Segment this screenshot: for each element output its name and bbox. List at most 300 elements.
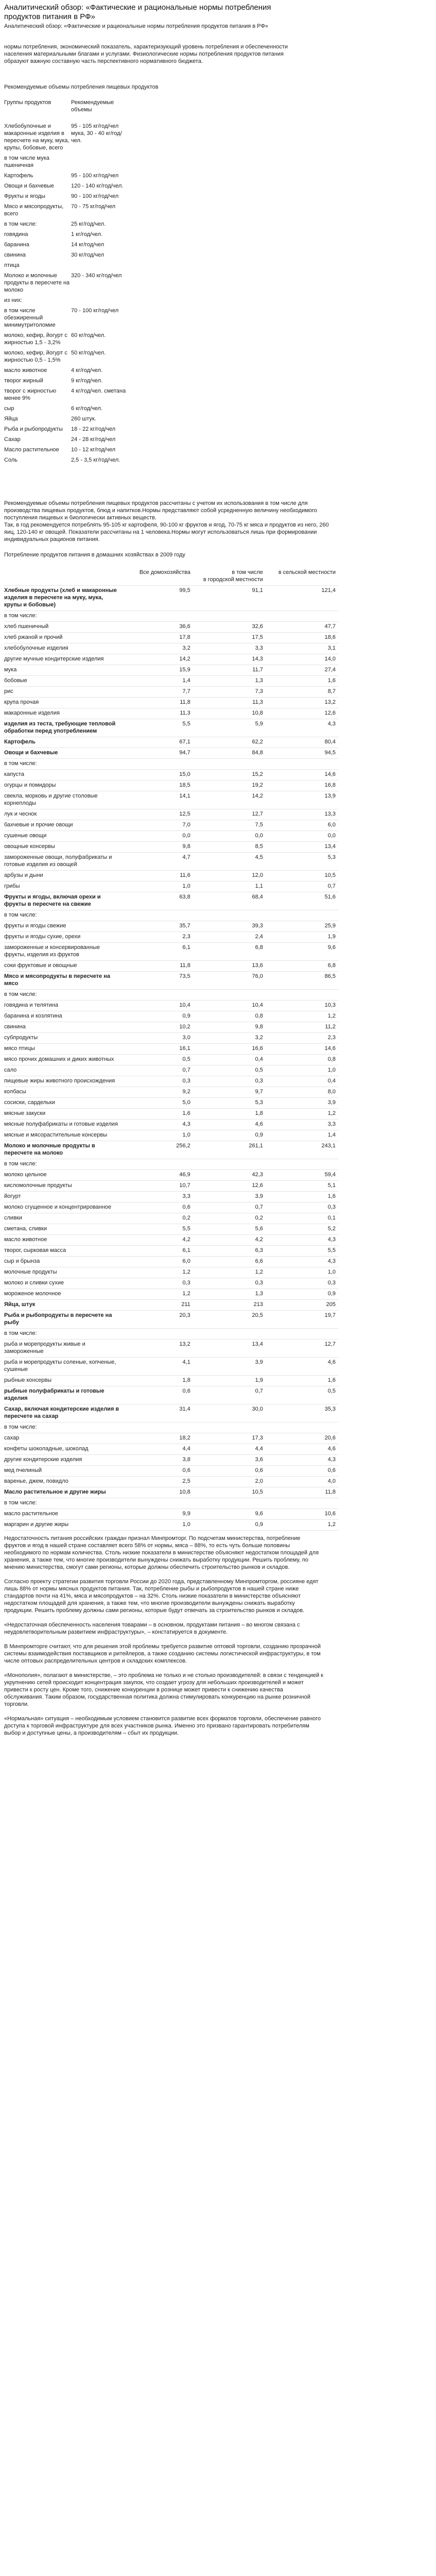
row-rural: 35,3	[266, 1404, 339, 1422]
row-urban: 76,0	[194, 972, 266, 990]
row-all: 4,3	[121, 1120, 194, 1130]
norms-group-name: Молоко и молочные продукты в пересчете на молоко	[4, 273, 70, 293]
table-row	[4, 633, 339, 643]
norms-body	[4, 123, 424, 464]
row-label: Яйца, штук	[4, 1300, 121, 1311]
table-row	[4, 1224, 339, 1235]
table-row	[4, 961, 339, 972]
table-row	[4, 1278, 339, 1289]
table-row	[4, 1487, 339, 1498]
row-rural: 47,7	[266, 622, 339, 633]
row-all: 35,7	[121, 921, 194, 932]
table-row	[4, 622, 339, 633]
row-label: сахар	[4, 1433, 121, 1444]
row-all: 1,0	[121, 882, 194, 892]
row-urban: 12,7	[194, 809, 266, 820]
row-all: 1,4	[121, 676, 194, 687]
row-urban: 0,2	[194, 1213, 266, 1224]
row-label: Рыба и рыбопродукты в пересчете на рыбу	[4, 1311, 121, 1329]
row-rural	[266, 910, 339, 921]
row-urban: 6,8	[194, 943, 266, 961]
row-label: мука	[4, 665, 121, 676]
row-urban: 2,0	[194, 1477, 266, 1487]
row-label: Хлебные продукты (хлеб и макаронные изделия в пересчете на муку, мука, крупы и бобовые)	[4, 586, 121, 611]
row-urban: 0,9	[194, 1130, 266, 1141]
row-all: 11,6	[121, 871, 194, 882]
page-subtitle: Аналитический обзор: «Фактические и рациональные нормы потребления продуктов питания в РФ»	[4, 23, 269, 29]
row-rural: 18,6	[266, 633, 339, 643]
norms-row	[4, 307, 424, 329]
row-all: 17,8	[121, 633, 194, 643]
norms-row	[4, 405, 424, 412]
row-label: творог, сырковая масса	[4, 1246, 121, 1257]
norms-row	[4, 231, 424, 238]
table-row	[4, 1376, 339, 1386]
norms-row	[4, 415, 424, 422]
row-all: 1,0	[121, 1130, 194, 1141]
table-row	[4, 1033, 339, 1044]
row-urban: 62,2	[194, 737, 266, 748]
table-row	[4, 1011, 339, 1022]
row-all: 14,1	[121, 791, 194, 809]
row-label: мороженое молочное	[4, 1289, 121, 1300]
norms-group-value: 4 кг/год/чел.	[71, 367, 103, 374]
row-urban: 12,6	[194, 1181, 266, 1192]
table-row	[4, 586, 339, 611]
intro-paragraph: нормы потребления, экономический показатель, характеризующий уровень потребления и обеспеченности населения материальными благами и услугами. Физиологические нормы потребления продуктов питания образуют важную составную часть перспективного нормативного бюджета.	[4, 44, 288, 64]
row-rural: 5,5	[266, 1246, 339, 1257]
row-label: маргарин и другие жиры	[4, 1520, 121, 1531]
row-all: 9,2	[121, 1087, 194, 1098]
row-all: 67,1	[121, 737, 194, 748]
norms-group-value: 70 - 75 кг/год/чел	[71, 204, 116, 210]
norms-group-name: молоко, кефир, йогурт с жирностью 0,5 - 1,5%	[4, 350, 67, 363]
explanation-paragraph: Рекомендуемые объемы потребления пищевых продуктов рассчитаны с учетом их использования в том числе для производства пищевых продуктов, блюд и напитков.Нормы представляют собой усредненную величину необходимого поступления пищевых и биологически активных веществ. Так, в год рекомендуется потреблять 95-105 кг картофеля, 90-100 кг фруктов и ягод, 70-75 кг мяса и продуктов из него, 260 яиц, 120-140 кг овощей. Показатели рассчитаны на 1 человека.Нормы могут использоваться лишь при формировании индивидуальных рационов питания.	[4, 500, 329, 543]
row-rural	[266, 611, 339, 622]
row-rural: 8,7	[266, 687, 339, 698]
row-all: 10,4	[121, 1001, 194, 1011]
row-all: 0,9	[121, 1011, 194, 1022]
row-all: 11,3	[121, 708, 194, 719]
row-urban: 10,8	[194, 708, 266, 719]
norms-group-value: 120 - 140 кг/год/чел.	[71, 183, 124, 189]
row-rural: 19,7	[266, 1311, 339, 1329]
row-all: 9,8	[121, 842, 194, 853]
row-urban	[194, 1159, 266, 1170]
norms-row	[4, 367, 424, 374]
table-row	[4, 1076, 339, 1087]
row-label: кисломолочные продукты	[4, 1181, 121, 1192]
row-rural: 0,4	[266, 1076, 339, 1087]
row-urban: 4,5	[194, 853, 266, 871]
norms-row	[4, 332, 424, 346]
norms-row	[4, 172, 424, 179]
table-row	[4, 1477, 339, 1487]
norms-row	[4, 436, 424, 443]
norms-row	[4, 426, 424, 433]
row-rural: 4,3	[266, 1235, 339, 1246]
row-urban: 3,9	[194, 1192, 266, 1202]
row-urban: 39,3	[194, 921, 266, 932]
norms-group-name: говядина	[4, 231, 28, 238]
row-label: мед пчелиный	[4, 1466, 121, 1477]
row-label: мясные и мясорастительные консервы	[4, 1130, 121, 1141]
table-row	[4, 1202, 339, 1213]
table-row	[4, 1130, 339, 1141]
row-rural	[266, 759, 339, 770]
row-rural: 5,1	[266, 1181, 339, 1192]
row-all: 0,6	[121, 1466, 194, 1477]
row-label: хлеб пшеничный	[4, 622, 121, 633]
row-rural: 5,3	[266, 853, 339, 871]
row-label: грибы	[4, 882, 121, 892]
row-rural: 13,4	[266, 842, 339, 853]
norms-group-name: Фрукты и ягоды	[4, 193, 45, 199]
row-label: сливки	[4, 1213, 121, 1224]
row-label: соки фруктовые и овощные	[4, 961, 121, 972]
norms-group-name: Яйца	[4, 416, 18, 422]
row-all: 73,5	[121, 972, 194, 990]
row-urban: 1,2	[194, 1267, 266, 1278]
row-rural: 9,6	[266, 943, 339, 961]
row-rural: 6,8	[266, 961, 339, 972]
table-row	[4, 1311, 339, 1329]
row-all: 1,2	[121, 1267, 194, 1278]
row-label: макаронные изделия	[4, 708, 121, 719]
row-all: 1,2	[121, 1289, 194, 1300]
norms-group-value: 18 - 22 кг/год/чел	[71, 426, 116, 432]
table-row	[4, 1235, 339, 1246]
table-row	[4, 698, 339, 708]
row-rural: 12,6	[266, 708, 339, 719]
row-label: субпродукты	[4, 1033, 121, 1044]
row-urban: 68,4	[194, 892, 266, 910]
row-rural: 10,6	[266, 1509, 339, 1520]
row-label: Картофель	[4, 737, 121, 748]
row-urban: 0,3	[194, 1076, 266, 1087]
row-rural: 205	[266, 1300, 339, 1311]
norms-group-value: 95 - 100 кг/год/чел	[71, 173, 119, 179]
row-urban: 0,0	[194, 831, 266, 842]
row-urban: 17,3	[194, 1433, 266, 1444]
outro-paragraph: В Минпромторге считают, что для решения этой проблемы требуется развитие оптовой торговли, созданию прозрачной системы взаимодействия поставщиков и ритейлеров, а также созданию системы логистической инфраструктуры, в том числе оптовых распределительных центров и складских комплексов.	[4, 1643, 321, 1664]
row-rural: 243,1	[266, 1141, 339, 1159]
row-urban: 5,6	[194, 1224, 266, 1235]
table-row	[4, 842, 339, 853]
norms-row	[4, 221, 424, 228]
row-label: сало	[4, 1065, 121, 1076]
row-label: в том числе:	[4, 910, 121, 921]
row-label: рыба и морепродукты соленые, копченые, сушеные	[4, 1358, 121, 1376]
row-urban: 6,6	[194, 1257, 266, 1267]
row-rural: 0,7	[266, 882, 339, 892]
row-all: 2,3	[121, 932, 194, 943]
norms-row	[4, 456, 424, 464]
norms-group-name: в том числе мука пшеничная	[4, 155, 49, 168]
row-urban: 10,4	[194, 1001, 266, 1011]
table-row	[4, 654, 339, 665]
table-row	[4, 1170, 339, 1181]
row-urban: 4,2	[194, 1235, 266, 1246]
norms-header-volume: Рекомендуемые объемы	[71, 99, 114, 113]
row-label: бахчевые и прочие овощи	[4, 820, 121, 831]
row-label: в том числе:	[4, 1329, 121, 1340]
row-all: 4,7	[121, 853, 194, 871]
row-all: 3,0	[121, 1033, 194, 1044]
outro-paragraph: «Недостаточная обеспеченность населения товарами – в основном, продуктами питания – во многом связана с неудовлетворительным развитием инфраструктуры», – констатируется в документе.	[4, 1622, 300, 1635]
row-all: 0,7	[121, 1065, 194, 1076]
row-label: масло растительное	[4, 1509, 121, 1520]
row-label: масло животное	[4, 1235, 121, 1246]
row-all: 4,1	[121, 1358, 194, 1376]
row-all: 15,9	[121, 665, 194, 676]
row-label: Овощи и бахчевые	[4, 748, 121, 759]
row-rural: 4,3	[266, 1257, 339, 1267]
row-label: свекла, морковь и другие столовые корнеплоды	[4, 791, 121, 809]
row-rural: 59,4	[266, 1170, 339, 1181]
table-row	[4, 1159, 339, 1170]
row-label: рис	[4, 687, 121, 698]
row-urban: 9,6	[194, 1509, 266, 1520]
row-urban: 20,5	[194, 1311, 266, 1329]
table-row	[4, 1246, 339, 1257]
row-label: крупа прочая	[4, 698, 121, 708]
row-urban: 19,2	[194, 781, 266, 791]
row-rural: 12,7	[266, 1340, 339, 1358]
norms-row	[4, 155, 424, 169]
row-rural: 1,0	[266, 1065, 339, 1076]
table-row	[4, 1109, 339, 1120]
row-rural: 4,0	[266, 1477, 339, 1487]
row-all: 11,8	[121, 698, 194, 708]
outro-paragraph: Согласно проекту стратегии развития торговли России до 2020 года, представленному Минпромторгом, россияне едят лишь 88% от нормы мясных продуктов питания. Так, потребление рыбы и рыбопродуктов в нашей стране ниже стандартов почти на 41%, мяса и мясопродуктов – на 32%. Столь низкие показатели в министерстве объясняют недостатком площадей для хранения, а также тем, что многие производители вынуждены снижать выработку продукции. Решить проблему должны сами регионы, которые будут отвечать за строительство рынков и складов.	[4, 1579, 319, 1614]
row-all	[121, 611, 194, 622]
row-label: рыбные полуфабрикаты и готовые изделия	[4, 1386, 121, 1404]
row-rural: 14,6	[266, 1044, 339, 1055]
table-row	[4, 1181, 339, 1192]
table-row	[4, 1055, 339, 1065]
row-label: Фрукты и ягоды, включая орехи и фрукты в пересчете на свежие	[4, 892, 121, 910]
table-row	[4, 809, 339, 820]
row-rural: 1,6	[266, 1192, 339, 1202]
norms-group-name: Хлебобулочные и макаронные изделия в пересчете на муку, мука, крупы, бобовые, всего	[4, 123, 69, 151]
row-all: 94,7	[121, 748, 194, 759]
table-row	[4, 748, 339, 759]
table-row	[4, 1098, 339, 1109]
row-rural: 16,8	[266, 781, 339, 791]
row-label: молочные продукты	[4, 1267, 121, 1278]
row-all: 5,0	[121, 1098, 194, 1109]
row-all: 4,2	[121, 1235, 194, 1246]
table-row	[4, 972, 339, 990]
table-row	[4, 1444, 339, 1455]
table-row	[4, 1065, 339, 1076]
norms-header	[4, 99, 424, 113]
header-urban: в том числе в городской местности	[194, 568, 266, 586]
row-all: 46,9	[121, 1170, 194, 1181]
norms-title: Рекомендуемые объемы потребления пищевых продуктов	[4, 84, 159, 90]
norms-row	[4, 262, 424, 269]
row-all: 0,6	[121, 1386, 194, 1404]
row-rural: 1,2	[266, 1520, 339, 1531]
row-urban: 3,2	[194, 1033, 266, 1044]
norms-row	[4, 193, 424, 200]
row-all: 5,5	[121, 1224, 194, 1235]
row-urban: 0,6	[194, 1466, 266, 1477]
row-rural: 1,6	[266, 1376, 339, 1386]
row-rural: 1,4	[266, 1130, 339, 1141]
norms-group-value: 260 штук.	[71, 416, 96, 422]
row-urban: 5,3	[194, 1098, 266, 1109]
row-label: овощные консервы	[4, 842, 121, 853]
norms-group-value: 6 кг/год/чел.	[71, 405, 103, 412]
row-all: 0,3	[121, 1076, 194, 1087]
table-row	[4, 1257, 339, 1267]
row-all: 6,1	[121, 1246, 194, 1257]
row-urban: 0,3	[194, 1278, 266, 1289]
row-rural: 3,1	[266, 643, 339, 654]
row-label: хлеб ржаной и прочий	[4, 633, 121, 643]
row-all	[121, 1498, 194, 1509]
norms-group-value: 1 кг/год/чел.	[71, 231, 103, 238]
outro-paragraph: «Нормальная» ситуация – необходимым условием становится развитие всех форматов торговли, обеспечение равного доступа к торговой инфраструктуре для всех участников рынка. Именно это призвано гарантировать потребителям выбор и доступные цены, а производителям – сбыт их продукции.	[4, 1716, 321, 1736]
row-urban	[194, 1329, 266, 1340]
norms-group-value: 4 кг/год/чел. сметана	[71, 388, 126, 394]
row-label: в том числе:	[4, 611, 121, 622]
row-rural: 13,9	[266, 791, 339, 809]
table-row	[4, 1404, 339, 1422]
row-all: 63,8	[121, 892, 194, 910]
row-rural: 86,5	[266, 972, 339, 990]
row-label: конфеты шоколадные, шоколад	[4, 1444, 121, 1455]
outro-paragraph: «Монополия», полагают в министерстве, – это проблема не только и не столько производителей: в связи с тенденцией к укрупнению сетей происходит концентрация закупок, что создает угрозу для небольших производителей и может привести к росту цен. Кроме того, снижение конкуренции в рознице может привести к снижению качества обслуживания. Таким образом, государственная политика должна стимулировать конкуренцию на рынке розничной торговли.	[4, 1672, 323, 1707]
norms-group-value	[71, 297, 128, 304]
consumption-table-header	[4, 568, 339, 586]
norms-group-name: творог жирный	[4, 378, 43, 384]
table-row	[4, 676, 339, 687]
row-rural: 4,6	[266, 1444, 339, 1455]
norms-group-value: 90 - 100 кг/год/чел	[71, 193, 119, 199]
row-all	[121, 1329, 194, 1340]
row-urban: 11,7	[194, 665, 266, 676]
norms-row	[4, 203, 424, 217]
row-label: Масло растительное и другие жиры	[4, 1487, 121, 1498]
row-label: бобовые	[4, 676, 121, 687]
row-urban: 1,8	[194, 1109, 266, 1120]
row-all: 3,8	[121, 1455, 194, 1466]
row-label: арбузы и дыни	[4, 871, 121, 882]
row-all: 1,0	[121, 1520, 194, 1531]
row-all: 2,5	[121, 1477, 194, 1487]
row-rural: 4,3	[266, 719, 339, 737]
row-urban: 0,7	[194, 1202, 266, 1213]
row-label: изделия из теста, требующие тепловой обработки перед употреблением	[4, 719, 121, 737]
table-row	[4, 1120, 339, 1130]
row-rural: 25,9	[266, 921, 339, 932]
table-row	[4, 831, 339, 842]
row-urban: 0,5	[194, 1065, 266, 1076]
norms-group-name: птица	[4, 262, 20, 268]
row-rural: 6,0	[266, 820, 339, 831]
row-rural: 1,2	[266, 1109, 339, 1120]
row-urban: 3,3	[194, 643, 266, 654]
header-rural: в сельской местности	[266, 568, 339, 586]
row-all: 3,3	[121, 1192, 194, 1202]
row-all: 15,0	[121, 770, 194, 781]
row-urban: 91,1	[194, 586, 266, 611]
norms-group-name: баранина	[4, 242, 29, 248]
row-label: в том числе:	[4, 759, 121, 770]
norms-table	[4, 99, 424, 464]
table-row	[4, 643, 339, 654]
table-row	[4, 1192, 339, 1202]
row-urban	[194, 759, 266, 770]
row-all: 20,3	[121, 1311, 194, 1329]
norms-row	[4, 446, 424, 453]
row-rural: 1,2	[266, 1011, 339, 1022]
norms-row	[4, 182, 424, 190]
table-row	[4, 1358, 339, 1376]
table-row	[4, 737, 339, 748]
norms-group-value: 25 кг/год/чел.	[71, 221, 106, 227]
row-urban	[194, 1498, 266, 1509]
table-row	[4, 921, 339, 932]
table-row	[4, 1001, 339, 1011]
table-row	[4, 1329, 339, 1340]
row-rural: 0,6	[266, 1466, 339, 1477]
row-label: в том числе:	[4, 1159, 121, 1170]
norms-row	[4, 123, 424, 151]
row-urban: 32,6	[194, 622, 266, 633]
row-urban: 1,1	[194, 882, 266, 892]
row-urban: 14,3	[194, 654, 266, 665]
row-all: 16,1	[121, 1044, 194, 1055]
row-all: 0,6	[121, 1202, 194, 1213]
norms-row	[4, 387, 424, 402]
table-row	[4, 882, 339, 892]
row-all: 10,7	[121, 1181, 194, 1192]
row-all: 1,8	[121, 1376, 194, 1386]
row-urban: 0,7	[194, 1386, 266, 1404]
row-all: 7,0	[121, 820, 194, 831]
row-rural: 10,3	[266, 1001, 339, 1011]
table-row	[4, 1087, 339, 1098]
table-row	[4, 853, 339, 871]
row-all: 5,5	[121, 719, 194, 737]
row-rural: 0,3	[266, 1278, 339, 1289]
norms-group-value: 9 кг/год/чел.	[71, 378, 103, 384]
row-all: 3,2	[121, 643, 194, 654]
norms-group-name: в том числе обезжиренный минимутритоломие	[4, 308, 56, 328]
table-row	[4, 1509, 339, 1520]
row-label: замороженные и консервированные фрукты, изделия из фруктов	[4, 943, 121, 961]
row-label: баранина и козлятина	[4, 1011, 121, 1022]
table-row	[4, 1340, 339, 1358]
norms-group-name: творог с жирностью менее 9%	[4, 388, 57, 401]
norms-row	[4, 377, 424, 384]
row-label: замороженные овощи, полуфабрикаты и готовые изделия из овощей	[4, 853, 121, 871]
norms-group-name: сыр	[4, 405, 14, 412]
outro-text	[4, 1535, 323, 1737]
row-all: 6,0	[121, 1257, 194, 1267]
norms-group-value: 320 - 340 кг/год/чел	[71, 273, 122, 279]
row-label: молоко сгущенное и концентрированное	[4, 1202, 121, 1213]
row-rural: 13,3	[266, 809, 339, 820]
norms-header-group: Группы продуктов	[4, 99, 51, 106]
norms-group-name: масло животное	[4, 367, 47, 374]
row-urban: 0,4	[194, 1055, 266, 1065]
table-row	[4, 943, 339, 961]
